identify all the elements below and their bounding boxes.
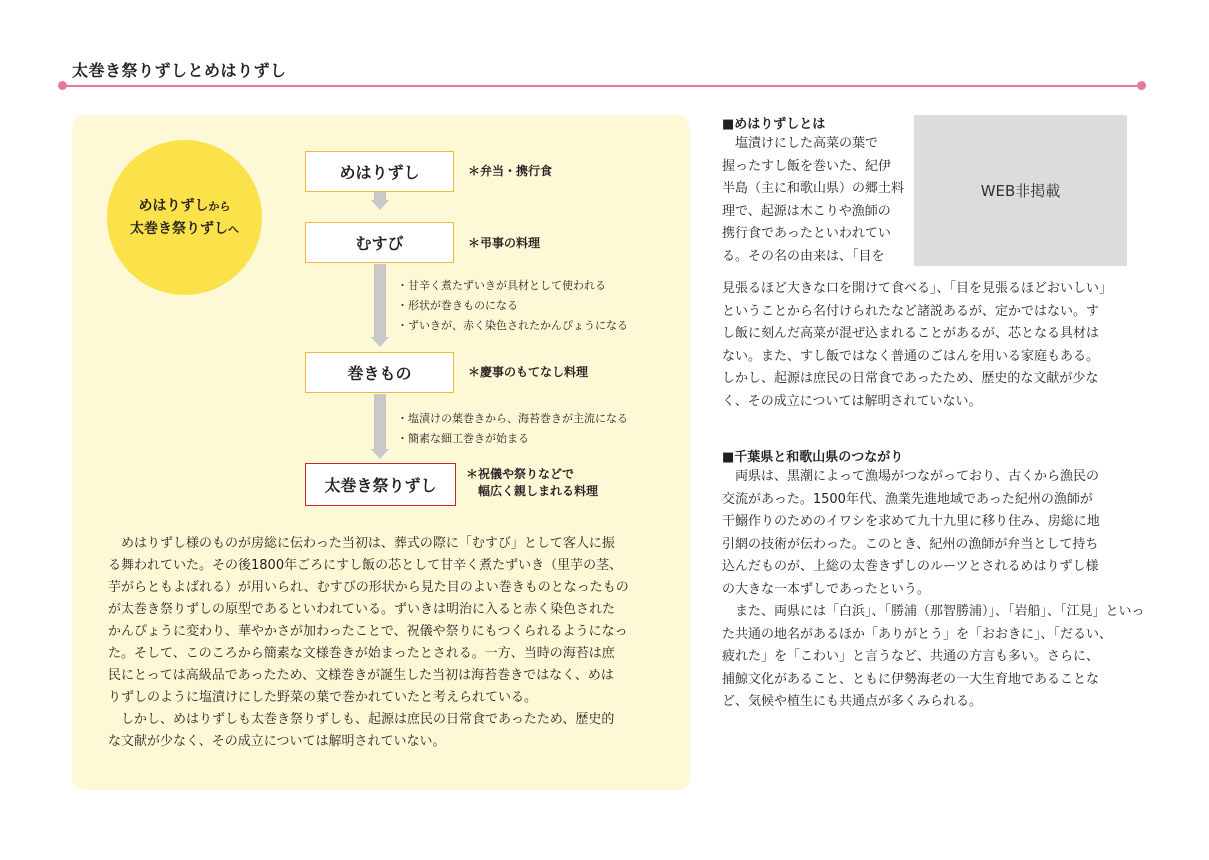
flow-note-futomaki-line2: 幅広く親しまれる料理 [478,484,599,498]
image-placeholder: WEB非掲載 [914,115,1127,266]
flow-step-mehari: めはりずし [305,151,454,192]
text-line: く、その成立については解明されていない。 [722,393,982,409]
section1-wide-text [722,278,1132,413]
text-line: 理で、起源は木こりや漁師の [722,203,891,219]
text-line: しかし、起源は庶民の日常食であったため、歴史的な文献が少な [722,371,1099,386]
text-line: し飯に刻んだ高菜が混ぜ込まれることがあるが、芯となる具材は [722,326,1100,341]
flow-step-musubi: むすび [305,222,454,263]
flow-arrow-2 [374,264,386,338]
text-line: の大きな一本ずしであったという。 [722,581,930,597]
text-line: 塩漬けにした高菜の葉で [735,136,879,151]
text-line: 民にとっては高級品であったため、文様巻きが誕生した当初は海苔巻きではなく、めは [108,668,614,683]
text-line: 見張るほど大きな口を開けて食べる」、「目を見張るほどおいしい」 [722,281,1113,296]
rule-dot-right [1137,81,1146,90]
text-line: 両県は、黒潮によって漁場がつながっており、古くから漁民の [735,469,1100,484]
rule-dot-left [58,81,67,90]
panel-body [108,533,668,753]
flow-arrow-2-head [371,337,389,347]
text-line: た共通の地名があるほか「ありがとう」を「おおきに」、「だるい、 [722,626,1113,642]
transition-item: ・甘辛く煮たずいきが具材として使われる [397,279,606,292]
section2-text [722,466,1145,714]
text-line: また、両県には「白浜」、「勝浦（那智勝浦）」、「岩船」、「江見」といっ [735,604,1145,619]
flow-note-futomaki-line1: ＊祝儀や祭りなどで [466,467,575,481]
flow-step-makimono: 巻きもの [305,352,454,393]
text-line: ということから名付けられたなど諸説あるが、定かではない。す [722,303,1100,319]
panel-paragraph-1 [108,533,668,709]
transition-item: ・塩漬けの葉巻きから、海苔巻きが主流になる [397,412,628,425]
flow-note-makimono: ＊慶事のもてなし料理 [468,365,589,379]
flow-arrow-1-head [371,200,389,210]
flow-note-mehari: ＊弁当・携行食 [468,164,553,178]
page-title: 太巻き祭りずしとめはりずし [72,61,287,80]
section-heading-meharizushi: ■めはりずしとは [722,117,826,132]
circle-line1-suffix: から [208,199,231,213]
text-line: 込んだものが、上総の太巻きずしのルーツとされるめはりずし様 [722,559,1099,574]
text-line: 疲れた」を「こわい」と言うなど、共通の方言も多い。さらに、 [722,649,1100,664]
text-line: 引網の技術が伝わった。このとき、紀州の漁師が弁当として持ち [722,536,1099,552]
circle-line2: 太巻き祭りずし [130,220,228,237]
text-line: 携行食であったといわれてい [722,226,891,241]
text-line: る舞われていた。その後1800年ごろにすし飯の芯として甘辛く煮たずいき（里芋の茎、 [108,558,623,573]
section-heading-connection: ■千葉県と和歌山県のつながり [722,450,904,465]
text-line: る。その名の由来は、「目を [722,248,885,264]
transition-item: ・ずいきが、赤く染色されたかんぴょうになる [397,319,628,332]
text-line: が太巻き祭りずしの原型であるといわれている。ずいきは明治に入ると赤く染色された [108,602,616,617]
text-line: しかし、めはりずしも太巻き祭りずしも、起源は庶民の日常食であったため、歴史的 [121,712,615,727]
flow-circle [107,140,262,295]
text-line: 干鰯作りのためのイワシを求めて九十九里に移り住み、房総に地 [722,514,1100,529]
text-line: りずしのように塩漬けにした野菜の葉で巻かれていたと考えられている。 [108,690,538,705]
transition-list-1 [397,276,628,336]
text-line: 交流があった。1500年代、漁業先進地域であった紀州の漁師が [722,491,1093,507]
text-line: 半島（主に和歌山県）の郷土料 [722,181,905,196]
text-line: 捕鯨文化があること、ともに伊勢海老の一大生育地であることな [722,671,1100,687]
flow-arrow-3-head [371,449,389,459]
transition-item: ・形状が巻きものになる [397,299,518,312]
text-line: 握ったすし飯を巻いた、紀伊 [722,158,892,174]
flow-note-musubi: ＊弔事の料理 [468,236,541,250]
text-line: な文献が少なく、その成立については解明されていない。 [108,734,446,749]
flow-step-futomaki: 太巻き祭りずし [305,463,456,506]
section1-narrow-text [722,133,907,268]
flow-arrow-3 [374,394,386,450]
text-line: めはりずし様のものが房総に伝わった当初は、葬式の際に「むすび」として客人に振 [121,536,615,551]
panel-paragraph-2 [108,709,668,753]
transition-list-2 [397,409,628,449]
circle-line2-suffix: へ [228,222,239,236]
flow-note-futomaki [466,466,598,500]
text-line: ない。また、すし飯ではなく普通のごはんを用いる家庭もある。 [722,348,1100,364]
text-line: かんぴょうに変わり、華やかさが加わったことで、祝儀や祭りにもつくられるようになっ [108,624,628,639]
text-line: 芋がらともよばれる）が用いられ、むすびの形状から見た目のよい巻きものとなったもの [108,580,629,595]
transition-item: ・簡素な細工巻きが始まる [397,432,529,445]
circle-line1: めはりずし [138,197,209,214]
title-rule [62,85,1142,87]
text-line: た。そして、このころから簡素な文様巻きが始まったとされる。一方、当時の海苔は庶 [108,646,615,661]
text-line: ど、気候や植生にも共通点が多くみられる。 [722,694,983,709]
